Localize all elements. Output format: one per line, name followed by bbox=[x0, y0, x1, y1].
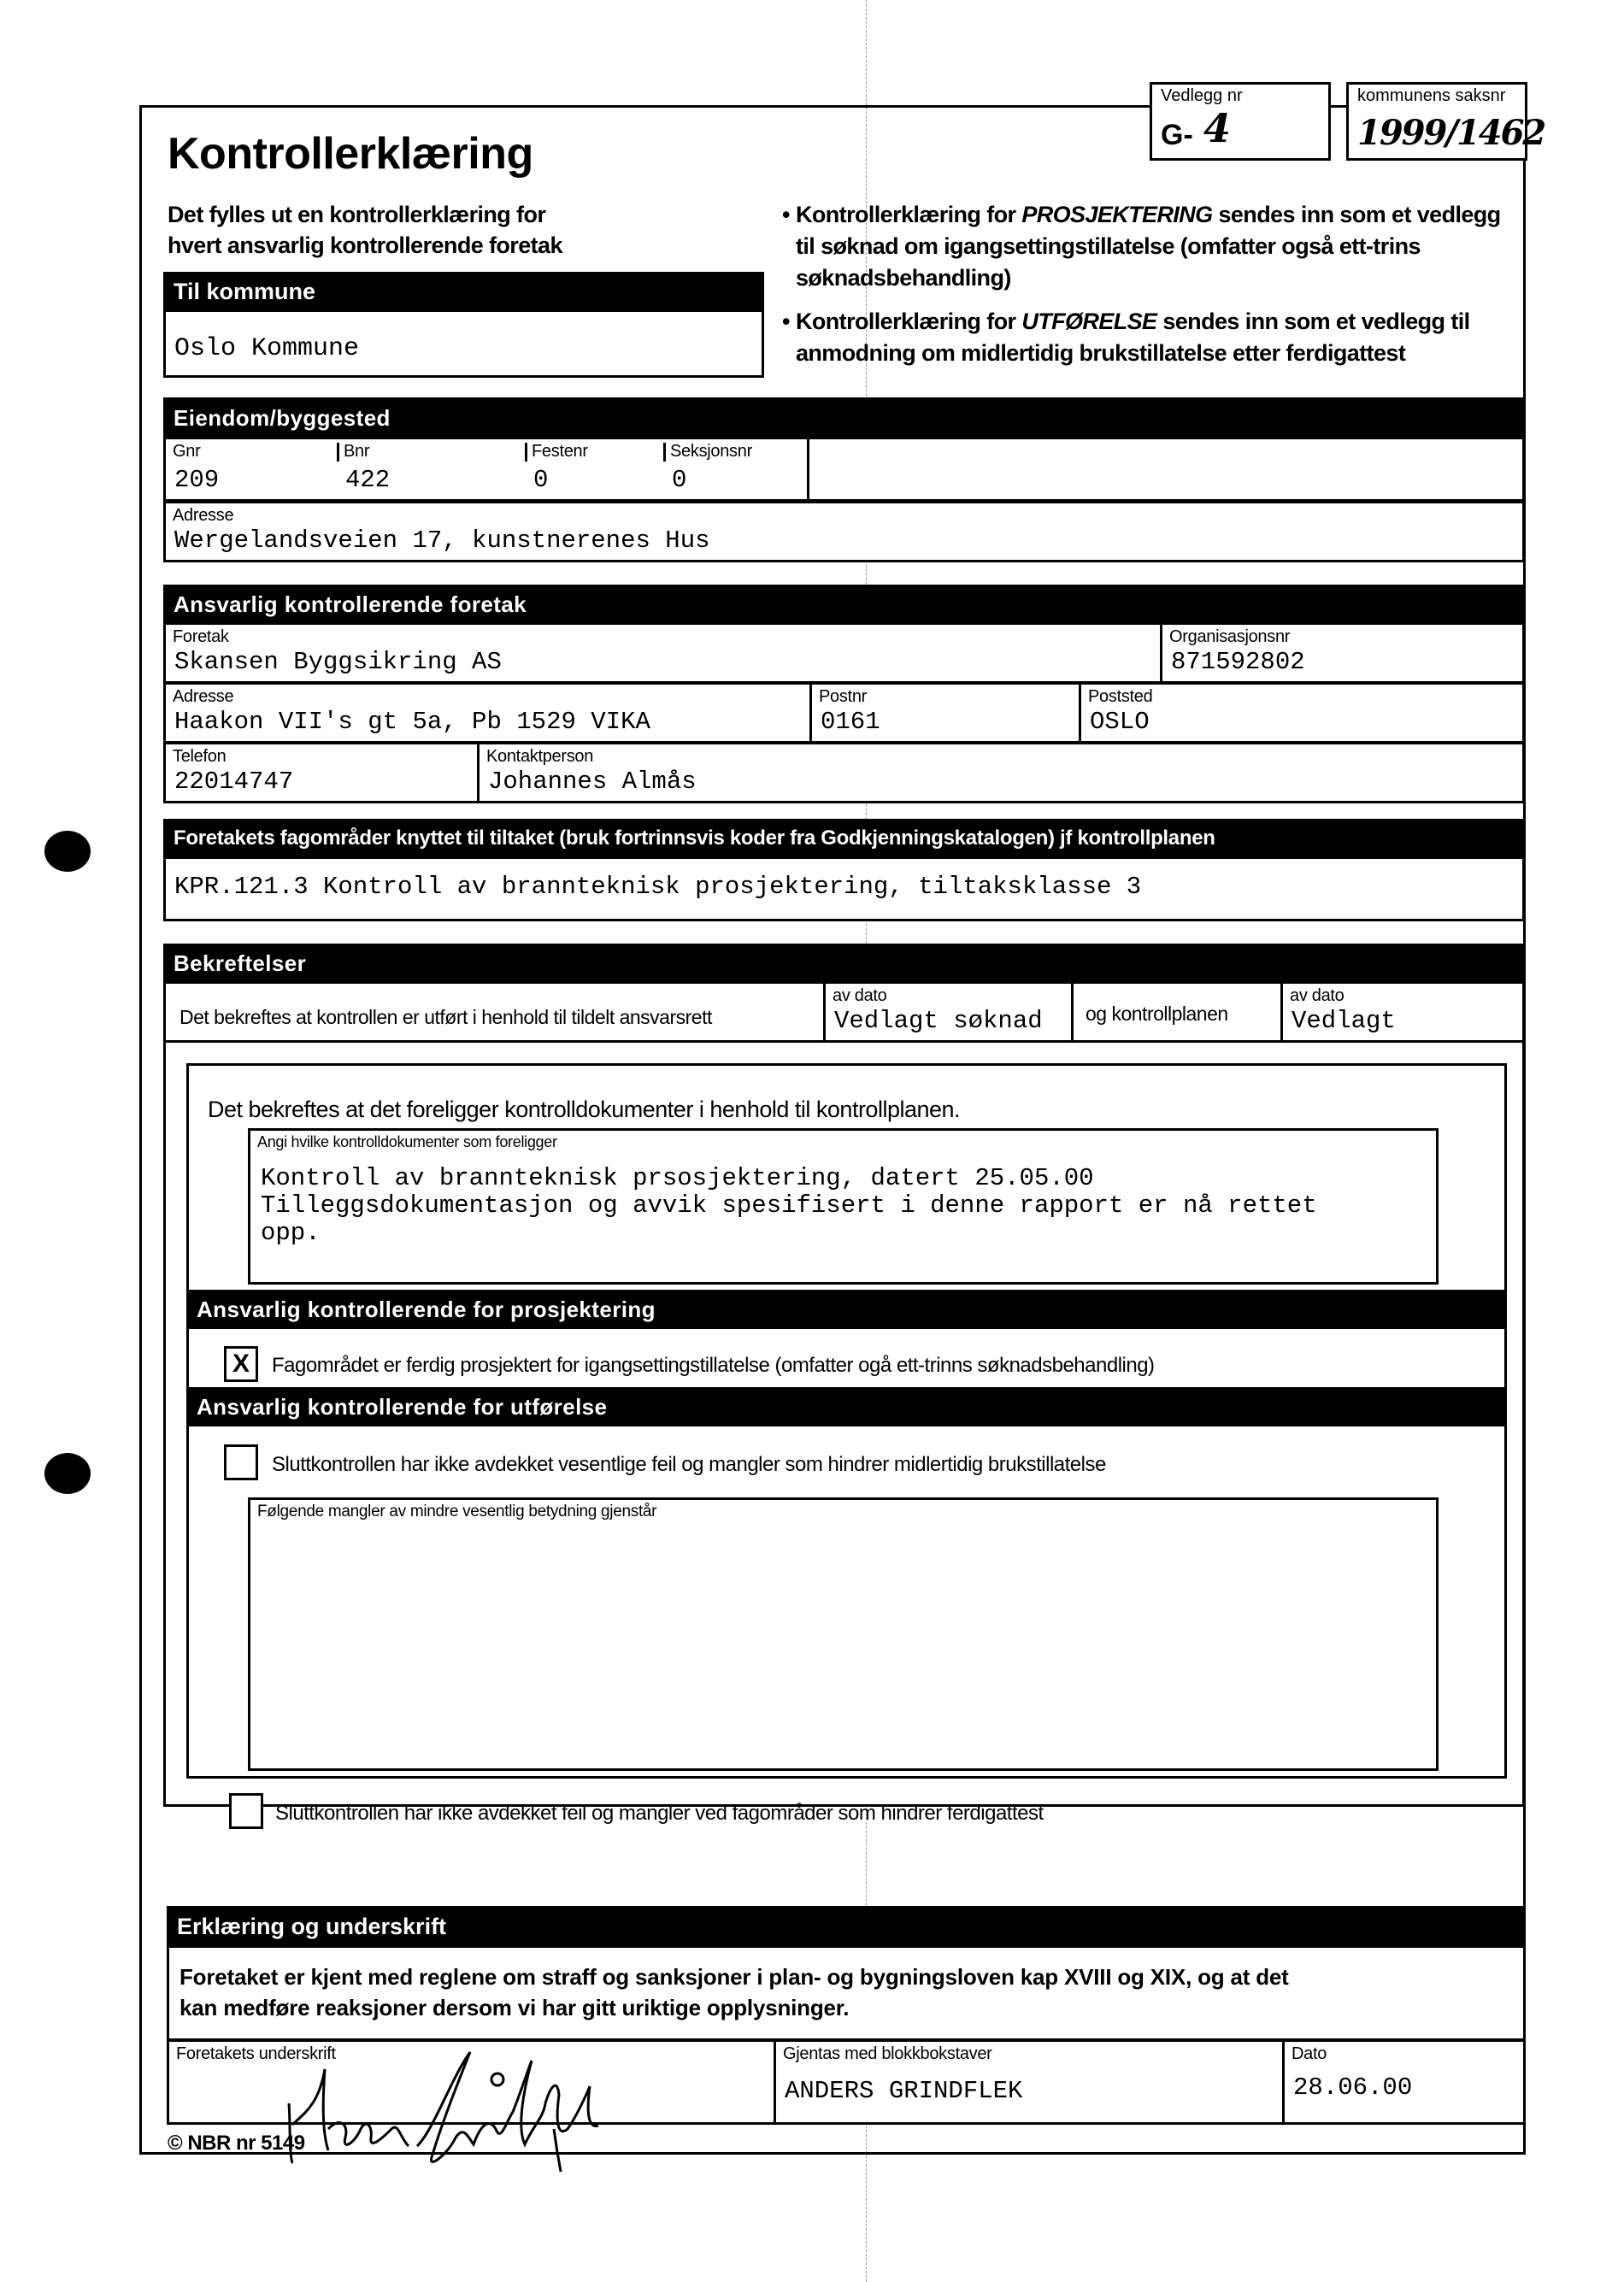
til-kommune-field[interactable] bbox=[163, 309, 764, 378]
poststed-field[interactable] bbox=[1081, 685, 1522, 741]
postnr-field[interactable] bbox=[812, 685, 1081, 741]
gnr-value: 209 bbox=[174, 466, 220, 494]
dok-line: Tilleggsdokumentasjon og avvik spesifisert i denne rapport er nå rettet bbox=[261, 1191, 1317, 1220]
case-number-value: 1999/1462 bbox=[1357, 113, 1545, 153]
signature-field[interactable] bbox=[169, 2042, 776, 2122]
attachment-prefix: G- bbox=[1161, 119, 1193, 151]
fagomrader-header: Foretakets fagområder knyttet til tiltaket (bruk fortrinnsvis koder fra Godkjenningskatalogen) jf kontrollplanen bbox=[163, 819, 1525, 858]
seksjonsnr-field[interactable] bbox=[663, 439, 809, 499]
eiendom-ids bbox=[166, 439, 809, 499]
orgnr-label: Organisasjonsnr bbox=[1169, 627, 1291, 646]
kontaktperson-field[interactable] bbox=[480, 744, 1522, 801]
bnr-label: Bnr bbox=[344, 442, 370, 461]
block-letters-label: Gjentas med blokkbokstaver bbox=[783, 2044, 992, 2063]
prosjektering-checkbox-label: Fagområdet er ferdig prosjektert for igangsettingstillatelse (omfatter ogå ett-trinns søknadsbehandling) bbox=[272, 1354, 1155, 1377]
erklaering-line: Foretaket er kjent med reglene om straff og sanksjoner i plan- og bygningsloven kap XVIII og XIX, og at det bbox=[179, 1964, 1289, 1990]
eiendom-ids-row bbox=[163, 437, 1525, 502]
attachment-number-value: 4 bbox=[1203, 105, 1230, 151]
festenr-value: 0 bbox=[533, 466, 549, 494]
utforelse-header: Ansvarlig kontrollerende for utførelse bbox=[186, 1387, 1507, 1426]
mangler-label: Følgende mangler av mindre vesentlig betydning gjenstår bbox=[257, 1503, 657, 1520]
punch-hole bbox=[44, 831, 91, 872]
av-dato-value: Vedlagt bbox=[1292, 1007, 1396, 1035]
prosjektering-checkbox[interactable] bbox=[224, 1346, 258, 1382]
eiendom-adresse-label: Adresse bbox=[173, 506, 234, 525]
bekreftelser-header: Bekreftelser bbox=[163, 944, 1525, 983]
kontrolldokumenter-label: Angi hvilke kontrolldokumenter som foreligger bbox=[257, 1133, 557, 1150]
av-dato-label: av dato bbox=[833, 986, 887, 1005]
erklaering-line: kan medføre reaksjoner dersom vi har gitt uriktige opplysninger. bbox=[179, 1995, 850, 2020]
kontaktperson-value: Johannes Almås bbox=[488, 768, 697, 796]
foretak-row-2 bbox=[163, 682, 1525, 744]
brukstillatelse-checkbox-label: Sluttkontrollen har ikke avdekket vesentlige feil og mangler som hindrer midlertidig brukstillatelse bbox=[272, 1453, 1106, 1476]
case-number-box[interactable] bbox=[1346, 82, 1545, 161]
og-kontrollplanen-text: og kontrollplanen bbox=[1086, 1003, 1228, 1025]
block-letters-value: ANDERS GRINDFLEK bbox=[785, 2077, 1023, 2105]
prosjektering-header: Ansvarlig kontrollerende for prosjektering bbox=[186, 1290, 1507, 1329]
kontrolldokumenter-statement: Det bekreftes at det foreligger kontrolldokumenter i henhold til kontrollplanen. bbox=[208, 1097, 961, 1122]
kontaktperson-label: Kontaktperson bbox=[486, 747, 594, 766]
handwritten-signature-icon bbox=[272, 2044, 682, 2172]
og-kontrollplanen bbox=[1074, 984, 1283, 1040]
foretak-adresse-field[interactable] bbox=[166, 685, 812, 741]
av-dato-field-1[interactable] bbox=[826, 984, 1074, 1040]
attachment-number-box[interactable] bbox=[1150, 82, 1331, 161]
orgnr-field[interactable] bbox=[1162, 625, 1522, 681]
erklaering-header: Erklæring og underskrift bbox=[167, 1906, 1526, 1947]
av-dato-label: av dato bbox=[1290, 986, 1345, 1005]
gnr-field[interactable] bbox=[166, 439, 337, 499]
til-kommune-header: Til kommune bbox=[163, 272, 764, 311]
date-label: Dato bbox=[1292, 2044, 1327, 2063]
dok-line: Kontroll av brannteknisk prsosjektering, datert 25.05.00 bbox=[261, 1164, 1094, 1192]
block-letters-field[interactable] bbox=[776, 2042, 1285, 2122]
gnr-label: Gnr bbox=[173, 442, 201, 461]
case-number-label: kommunens saksnr bbox=[1357, 86, 1506, 105]
postnr-value: 0161 bbox=[821, 708, 880, 736]
kontrolldokumenter-value bbox=[261, 1165, 1317, 1247]
eiendom-header: Eiendom/byggested bbox=[163, 397, 1525, 438]
ferdigattest-checkbox-label: Sluttkontrollen har ikke avdekket feil og mangler ved fagområder som hindrer ferdigattest bbox=[275, 1802, 1044, 1825]
telefon-field[interactable] bbox=[166, 744, 480, 801]
foretak-adresse-value: Haakon VII's gt 5a, Pb 1529 VIKA bbox=[174, 708, 650, 736]
bnr-field[interactable] bbox=[337, 439, 525, 499]
ansvarsrett-row bbox=[163, 981, 1525, 1043]
festenr-field[interactable] bbox=[525, 439, 663, 499]
poststed-label: Poststed bbox=[1088, 687, 1153, 706]
foretak-row-1 bbox=[163, 622, 1525, 684]
erklaering-text bbox=[179, 1961, 1289, 2023]
ferdigattest-checkbox[interactable] bbox=[229, 1793, 263, 1829]
seksjonsnr-label: Seksjonsnr bbox=[670, 442, 752, 461]
mangler-field[interactable] bbox=[248, 1497, 1439, 1771]
check-mark-icon: X bbox=[232, 1350, 250, 1378]
erklaering-text-box bbox=[167, 1945, 1526, 2041]
ansvarsrett-text: Det bekreftes at kontrollen er utført i henhold til tildelt ansvarsrett bbox=[179, 1006, 712, 1028]
subtitle bbox=[168, 199, 562, 261]
seksjonsnr-value: 0 bbox=[672, 466, 687, 494]
brukstillatelse-checkbox[interactable] bbox=[224, 1444, 258, 1480]
orgnr-value: 871592802 bbox=[1171, 648, 1305, 676]
eiendom-adresse-field[interactable] bbox=[163, 501, 1525, 562]
page-title: Kontrollerklæring bbox=[168, 129, 533, 179]
subtitle-line: hvert ansvarlig kontrollerende foretak bbox=[168, 232, 562, 258]
dok-line: opp. bbox=[261, 1219, 321, 1247]
foretak-name-label: Foretak bbox=[173, 627, 229, 646]
postnr-label: Postnr bbox=[819, 687, 868, 706]
instruction-prosjektering: • Kontrollerklæring for PROSJEKTERING sendes inn som et vedlegg til søknad om igangsettingstillatelse (omfatter også ett-trins søknadsbehandling) bbox=[782, 199, 1517, 294]
fagomrader-value: KPR.121.3 Kontroll av brannteknisk prosjektering, tiltaksklasse 3 bbox=[174, 873, 1142, 901]
instructions bbox=[782, 199, 1517, 369]
punch-hole bbox=[44, 1453, 91, 1494]
telefon-value: 22014747 bbox=[174, 768, 294, 796]
foretak-row-3 bbox=[163, 742, 1525, 803]
foretak-name-value: Skansen Byggsikring AS bbox=[174, 648, 502, 676]
foretak-header: Ansvarlig kontrollerende foretak bbox=[163, 585, 1525, 624]
telefon-label: Telefon bbox=[173, 747, 227, 766]
foretak-adresse-label: Adresse bbox=[173, 687, 234, 706]
signature-label: Foretakets underskrift bbox=[176, 2044, 336, 2063]
date-value: 28.06.00 bbox=[1293, 2073, 1413, 2102]
date-field[interactable] bbox=[1285, 2042, 1524, 2122]
til-kommune-value: Oslo Kommune bbox=[174, 334, 360, 363]
ansvarsrett-statement bbox=[166, 984, 826, 1040]
signature-row bbox=[167, 2039, 1526, 2125]
poststed-value: OSLO bbox=[1090, 708, 1150, 736]
kontrolldokumenter-field[interactable] bbox=[248, 1128, 1439, 1285]
bnr-value: 422 bbox=[345, 466, 391, 494]
av-dato-field-2[interactable] bbox=[1283, 984, 1522, 1040]
subtitle-line: Det fylles ut en kontrollerklæring for bbox=[168, 202, 546, 227]
eiendom-adresse-value: Wergelandsveien 17, kunstnerenes Hus bbox=[174, 526, 710, 555]
instruction-utforelse: • Kontrollerklæring for UTFØRELSE sendes inn som et vedlegg til anmodning om midlertidig brukstillatelse etter ferdigattest bbox=[782, 306, 1517, 369]
av-dato-value: Vedlagt søknad bbox=[834, 1007, 1043, 1035]
fagomrader-field[interactable] bbox=[163, 856, 1525, 921]
attachment-number-label: Vedlegg nr bbox=[1161, 86, 1243, 105]
festenr-label: Festenr bbox=[532, 442, 588, 461]
foretak-name-field[interactable] bbox=[166, 625, 1162, 681]
copyright: © NBR nr 5149 bbox=[168, 2132, 305, 2155]
